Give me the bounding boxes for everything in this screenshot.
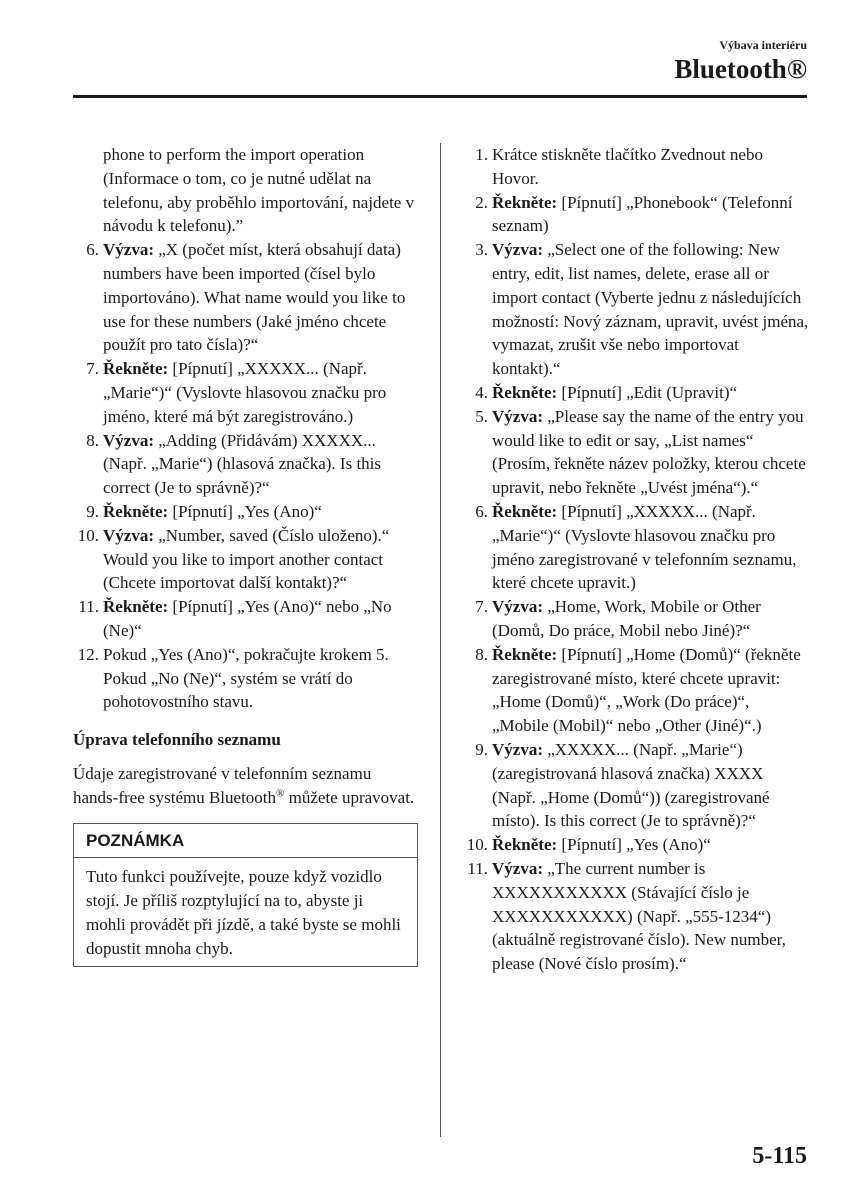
section-label: Výbava interiéru bbox=[719, 38, 807, 52]
step-label: Výzva: bbox=[492, 597, 543, 617]
step-number: 1. bbox=[475, 145, 488, 164]
subheading: Úprava telefonního seznamu bbox=[73, 730, 281, 750]
step-number: 6. bbox=[86, 240, 99, 260]
list-item bbox=[462, 595, 810, 643]
step-number: 10. bbox=[466, 835, 488, 855]
step-text: [Pípnutí] „Phonebook“ (Telefonní seznam) bbox=[492, 192, 793, 236]
step-label: Výzva: bbox=[103, 430, 154, 450]
step-text: [Pípnutí] „Yes (Ano)“ bbox=[168, 501, 322, 521]
list-item bbox=[73, 643, 418, 714]
paragraph-text-end: můžete upravovat. bbox=[284, 787, 415, 807]
step-text: [Pípnutí] „Yes (Ano)“ nebo „No (Ne)“ bbox=[103, 597, 392, 640]
step-number: 11. bbox=[78, 597, 99, 617]
step-number: 12. bbox=[77, 644, 99, 664]
step-text: „The current number is XXXXXXXXXXX (Stávající číslo je XXXXXXXXXXX) (Např. „555-1234“) (aktuálně registrované číslo). New number, please (Nové číslo prosím).“ bbox=[492, 858, 786, 974]
step-number: 7. bbox=[475, 597, 488, 617]
step-number: 3. bbox=[475, 240, 488, 260]
step-label: Řekněte: bbox=[103, 501, 169, 521]
list-item bbox=[462, 405, 810, 500]
continuation-text: phone to perform the import operation (Informace o tom, co je nutné udělat na telefonu, aby proběhlo importování, najdete v návodu k telefonu).” bbox=[103, 145, 415, 236]
list-item bbox=[462, 191, 810, 239]
step-number: 8. bbox=[86, 430, 99, 450]
step-text: [Pípnutí] „Edit (Upravit)“ bbox=[557, 382, 738, 402]
list-item bbox=[73, 500, 418, 524]
step-text: [Pípnutí] „Home (Domů)“ (řekněte zaregistrované místo, které chcete upravit: „Home (Domů)“, „Work (Do práce)“, „Mobile (Mobil)“ nebo „Other (Jiné)“.) bbox=[492, 644, 801, 736]
step-list bbox=[73, 238, 418, 714]
step-label: Výzva: bbox=[492, 406, 543, 426]
list-item bbox=[462, 643, 810, 738]
step-text: „XXXXX... (Např. „Marie“) (zaregistrovaná hlasová značka) XXXX (Např. „Home (Domů“)) (zaregistrované místo). Is this correct (Je to správně)?“ bbox=[492, 739, 770, 831]
list-item bbox=[462, 833, 810, 857]
step-label: Řekněte: bbox=[492, 382, 558, 402]
page-title: Bluetooth® bbox=[674, 54, 807, 84]
step-text: „Number, saved (Číslo uloženo).“ Would you like to import another contact (Chcete importovat další kontakt)?“ bbox=[103, 525, 390, 593]
list-item bbox=[462, 381, 810, 405]
list-item bbox=[462, 238, 810, 381]
note-title: POZNÁMKA bbox=[74, 824, 417, 859]
step-number: 9. bbox=[86, 501, 99, 521]
list-item bbox=[73, 357, 418, 428]
step-number: 4. bbox=[475, 382, 488, 402]
step-label: Výzva: bbox=[103, 525, 154, 545]
step-extra-text: Pokud „No (Ne)“, systém se vrátí do pohotovostního stavu. bbox=[103, 668, 353, 712]
step-label: Řekněte: bbox=[492, 192, 558, 212]
list-item bbox=[73, 238, 418, 357]
step-number: 10. bbox=[77, 525, 99, 545]
step-label: Řekněte: bbox=[103, 359, 169, 379]
page-number: 5-115 bbox=[752, 1143, 807, 1169]
step-label: Výzva: bbox=[492, 858, 543, 878]
list-item bbox=[73, 595, 418, 643]
step-list bbox=[462, 143, 810, 976]
step-number: 2. bbox=[475, 192, 488, 212]
step-label: Výzva: bbox=[492, 739, 543, 759]
step-label: Řekněte: bbox=[492, 835, 558, 855]
left-column bbox=[73, 143, 418, 967]
step-text: Krátce stiskněte tlačítko Zvednout nebo Hovor. bbox=[492, 145, 763, 188]
step-label: Výzva: bbox=[103, 240, 154, 260]
step-text: „Please say the name of the entry you would like to edit or say, „List names“ (Prosím, řekněte název položky, kterou chcete upravit, nebo řekněte „Uvést jména“).“ bbox=[492, 406, 806, 498]
step-text: [Pípnutí] „Yes (Ano)“ bbox=[557, 835, 711, 855]
step-number: 8. bbox=[475, 644, 488, 664]
step-number: 7. bbox=[86, 359, 99, 379]
step-number: 9. bbox=[475, 739, 488, 759]
step-text: „Home, Work, Mobile or Other (Domů, Do práce, Mobil nebo Jiné)?“ bbox=[492, 597, 761, 640]
step-label: Výzva: bbox=[492, 240, 543, 260]
header-rule bbox=[73, 95, 807, 98]
column-divider bbox=[440, 143, 441, 1137]
step-text: [Pípnutí] „XXXXX... (Např. „Marie“)“ (Vyslovte hlasovou značku pro jméno, které má být zaregistrováno.) bbox=[103, 359, 387, 426]
paragraph-text: Údaje zaregistrované v telefonním seznamu hands-free systému Bluetooth bbox=[73, 763, 372, 807]
step-label: Řekněte: bbox=[492, 644, 558, 664]
step-label: Řekněte: bbox=[492, 501, 558, 521]
step-text: „X (počet míst, která obsahují data) numbers have been imported (čísel bylo importováno). What name would you like to use for these numbers (Jaké jméno chcete použít pro tato čísla)?“ bbox=[103, 240, 406, 355]
list-item bbox=[73, 429, 418, 500]
step-text: „Select one of the following: New entry, edit, list names, delete, erase all or import contact (Vyberte jednu z následujících možností: Nový záznam, upravit, uvést jména, vymazat, zrušit vše nebo importovat kontakt).“ bbox=[492, 240, 809, 379]
right-column bbox=[462, 143, 810, 976]
note-box bbox=[73, 823, 418, 967]
step-number: 6. bbox=[475, 501, 488, 521]
step-text: [Pípnutí] „XXXXX... (Např. „Marie“)“ (Vyslovte hlasovou značku pro jméno zaregistrované v telefonním seznamu, které chcete upravit.) bbox=[492, 501, 797, 593]
registered-mark: ® bbox=[276, 787, 285, 800]
step-number: 11. bbox=[467, 858, 488, 878]
list-item bbox=[462, 738, 810, 833]
list-item bbox=[462, 857, 810, 976]
list-item bbox=[462, 143, 810, 191]
list-item bbox=[73, 524, 418, 595]
step-number: 5. bbox=[475, 406, 488, 426]
note-text: Tuto funkci používejte, pouze když vozidlo stojí. Je příliš rozptylující na to, abyste ji mohli provádět při jízdě, a také byste se mohli dopustit mnoha chyb. bbox=[86, 867, 401, 958]
step-text: Pokud „Yes (Ano)“, pokračujte krokem 5. bbox=[103, 644, 389, 664]
step-text: „Adding (Přidávám) XXXXX... (Např. „Marie“) (hlasová značka). Is this correct (Je to správně)?“ bbox=[103, 430, 382, 498]
list-item bbox=[462, 500, 810, 595]
step-label: Řekněte: bbox=[103, 597, 169, 617]
paragraph bbox=[73, 762, 418, 810]
